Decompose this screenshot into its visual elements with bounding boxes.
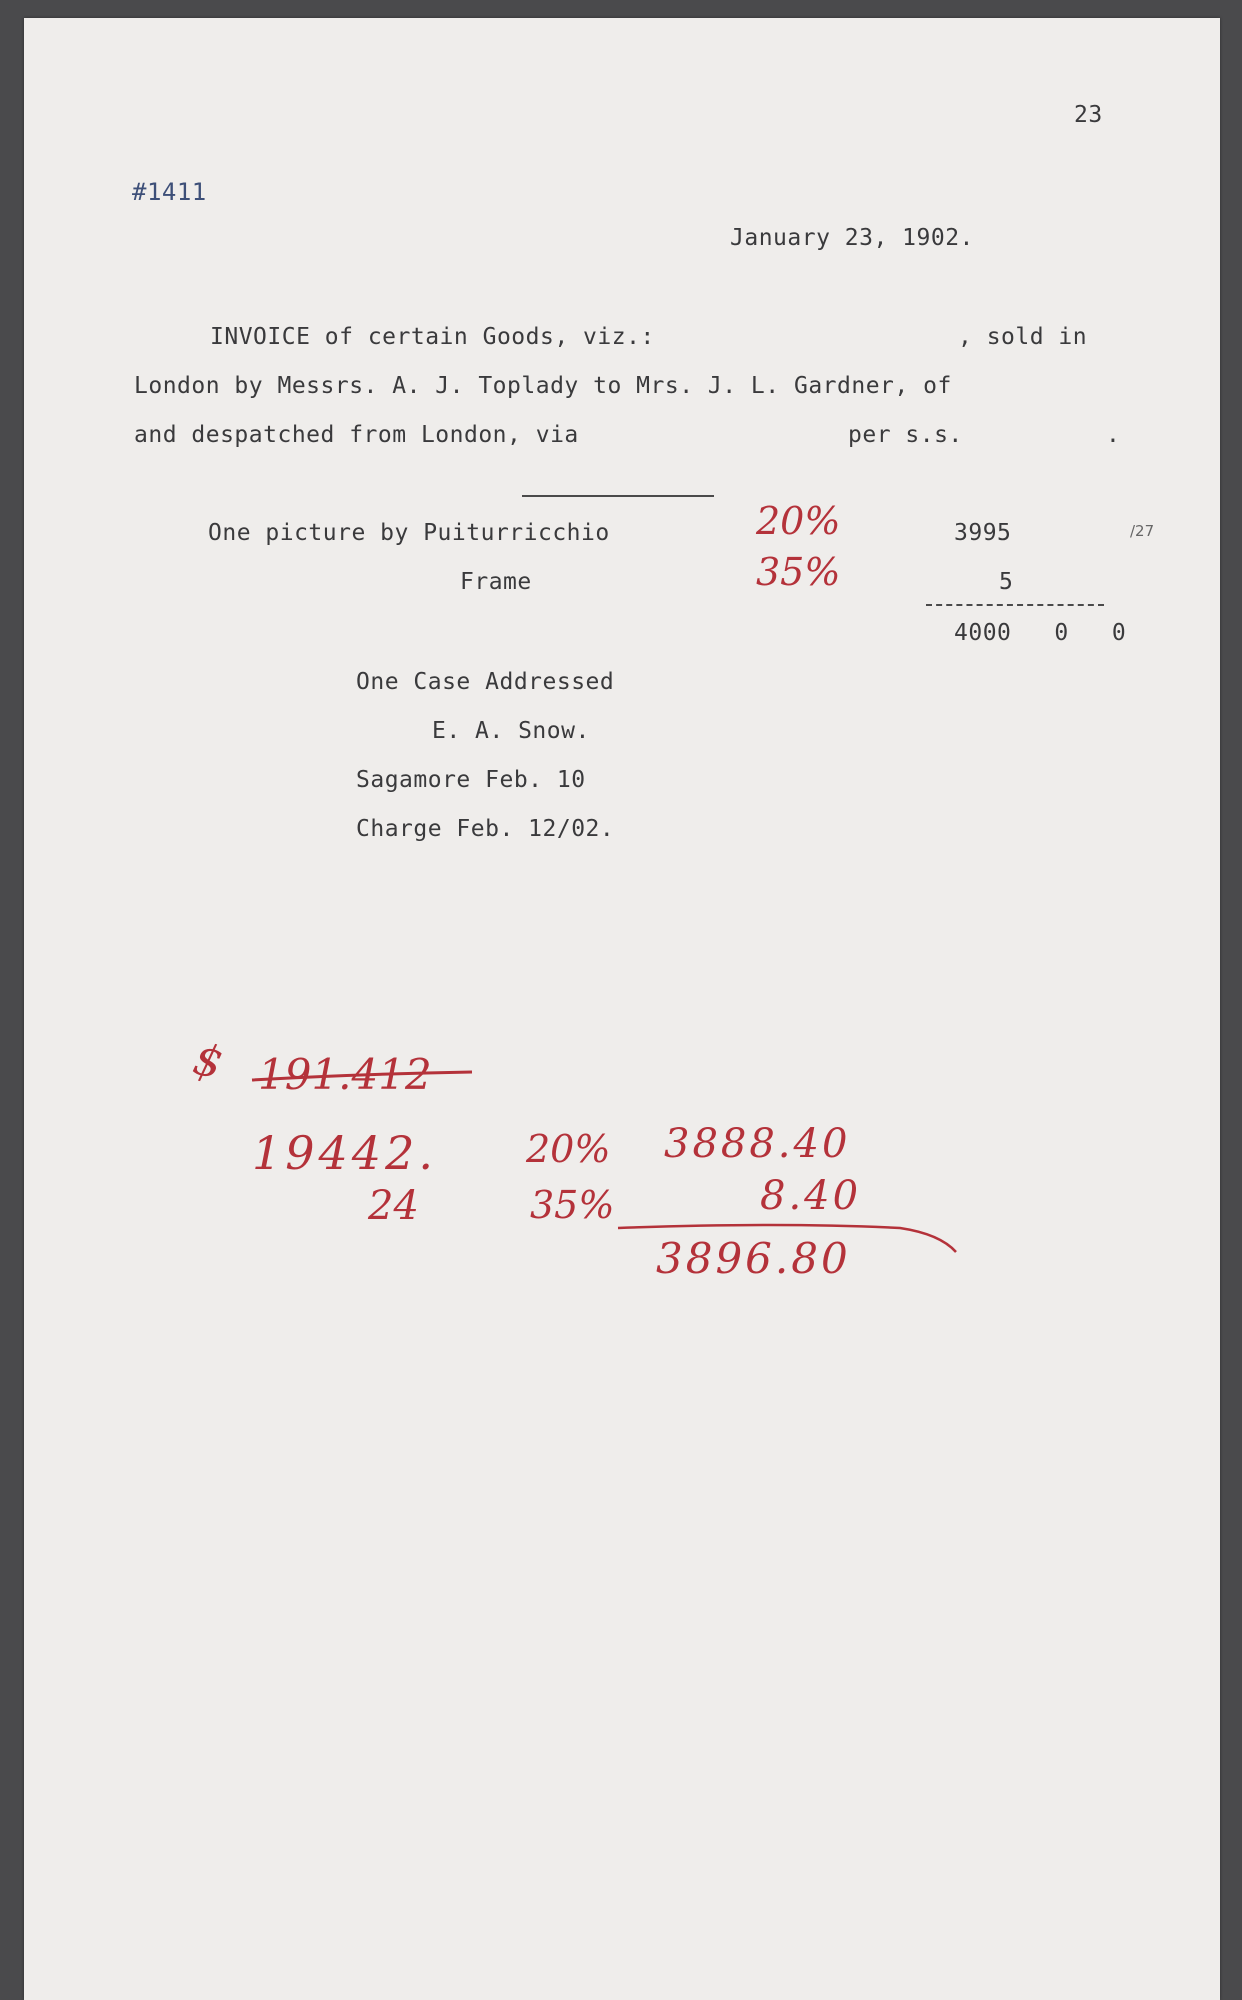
item-description-1: One picture by Puiturricchio	[208, 520, 610, 546]
shipping-line-2: E. A. Snow.	[432, 718, 590, 744]
item-amount-1: 3995	[954, 520, 1012, 546]
invoice-total: 4000 0 0	[954, 620, 1127, 646]
calc-row2-value: 24	[368, 1183, 419, 1229]
calc-row1-value: 19442.	[252, 1126, 437, 1180]
heading-line3-end: .	[1106, 422, 1121, 448]
heading-line3-left: and despatched from London, via	[134, 422, 579, 448]
shipping-line-1: One Case Addressed	[356, 669, 615, 695]
struck-value: 191.412	[258, 1050, 432, 1099]
calc-sum: 3896.80	[656, 1234, 851, 1283]
shipping-line-3: Sagamore Feb. 10	[356, 767, 586, 793]
item-amount-2: 5	[999, 569, 1014, 595]
margin-note: /27	[1130, 522, 1155, 540]
page-number: 23	[1074, 102, 1103, 128]
dollar-sign: $	[188, 1033, 228, 1090]
calc-row1-rate: 20%	[526, 1127, 611, 1171]
heading-line1-right: , sold in	[958, 324, 1088, 350]
item-description-2: Frame	[460, 569, 532, 595]
item-rate-2: 35%	[756, 550, 841, 594]
heading-line3-mid: per s.s.	[848, 422, 963, 448]
shipping-line-4: Charge Feb. 12/02.	[356, 816, 615, 842]
calc-row1-result: 3888.40	[664, 1121, 851, 1167]
calc-row2-rate: 35%	[530, 1183, 615, 1227]
calc-row2-result: 8.40	[760, 1173, 862, 1219]
heading-line2: London by Messrs. A. J. Toplady to Mrs. J. L. Gardner, of	[134, 373, 952, 399]
item-rate-1: 20%	[756, 499, 841, 543]
reference-number: #1411	[132, 178, 207, 206]
heading-line1-left: INVOICE of certain Goods, viz.:	[210, 324, 655, 350]
invoice-date: January 23, 1902.	[730, 225, 974, 251]
